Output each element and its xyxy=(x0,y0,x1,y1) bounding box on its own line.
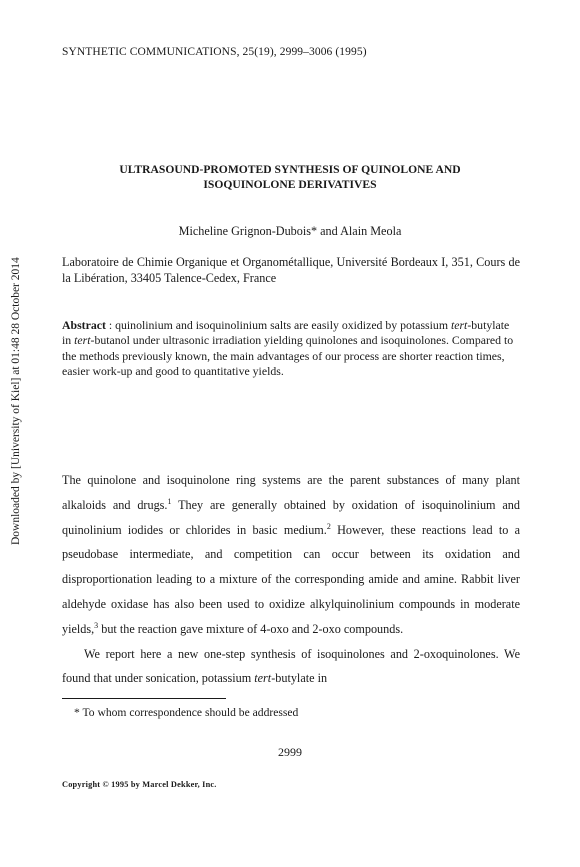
abstract xyxy=(62,318,520,379)
p2-text-2: -butylate in xyxy=(271,671,328,686)
reference-1: 1 xyxy=(167,496,172,506)
p2-text-1: We report here a new one-step synthesis of isoquinolones and 2-oxoquinolones. We found that under sonication, potassium xyxy=(62,646,520,686)
page-number: 2999 xyxy=(278,745,302,759)
p1-text-4: but the reaction gave mixture of 4-oxo and 2-oxo compounds. xyxy=(98,621,404,636)
reference-2: 2 xyxy=(326,521,331,531)
body-paragraph-1 xyxy=(62,468,520,642)
abstract-text-3: -butanol under ultrasonic irradiation yielding quinolones and isoquinolones. Compared to the methods previously known, the main advantages of our process are shorter reaction times, easier work-up and good to quantitative yields. xyxy=(62,333,514,378)
body-paragraph-2 xyxy=(62,642,520,692)
download-stamp xyxy=(10,257,30,565)
footnote-rule xyxy=(62,698,226,699)
download-stamp-text: Downloaded by [University of Kiel] at 01:48 28 October 2014 xyxy=(10,257,22,545)
p1-text-3: However, these reactions lead to a pseudobase intermediate, and competition can occur between its oxidation and disproportionation leading to a mixture of the corresponding amide and amine. Rabbit liver aldehyde oxidase has also been used to oxidize alkylquinolinium compounds in moderate yields, xyxy=(62,522,520,636)
abstract-label: Abstract xyxy=(62,318,106,332)
title-line-1: ULTRASOUND-PROMOTED SYNTHESIS OF QUINOLONE AND xyxy=(119,163,461,176)
reference-3: 3 xyxy=(94,620,99,630)
abstract-text-1: quinolinium and isoquinolinium salts are easily oxidized by potassium xyxy=(115,318,451,332)
abstract-italic-1: tert xyxy=(450,318,468,332)
paper-title xyxy=(40,162,540,192)
abstract-sep: : xyxy=(105,318,116,332)
abstract-text-2: -butylate in xyxy=(62,318,510,348)
footnote: * To whom correspondence should be addressed xyxy=(74,706,299,719)
author-list: Micheline Grignon-Dubois* and Alain Meola xyxy=(178,224,402,238)
journal-header: SYNTHETIC COMMUNICATIONS, 25(19), 2999–3006 (1995) xyxy=(62,46,367,58)
title-line-2: ISOQUINOLONE DERIVATIVES xyxy=(203,178,377,191)
copyright-notice: Copyright © 1995 by Marcel Dekker, Inc. xyxy=(62,780,217,789)
abstract-italic-2: tert xyxy=(74,333,91,348)
body-text xyxy=(62,468,520,691)
p1-text-1: The quinolone and isoquinolone ring systems are the parent substances of many plant alkaloids and drugs. xyxy=(62,473,520,512)
affiliation: Laboratoire de Chimie Organique et Organométallique, Université Bordeaux I, 351, Cours de la Libération, 33405 Talence-Cedex, France xyxy=(62,255,520,285)
p2-italic-1: tert xyxy=(254,671,272,686)
p1-text-2: They are generally obtained by oxidation of isoquinolinium and quinolinium iodides or chlorides in basic medium. xyxy=(62,497,520,537)
